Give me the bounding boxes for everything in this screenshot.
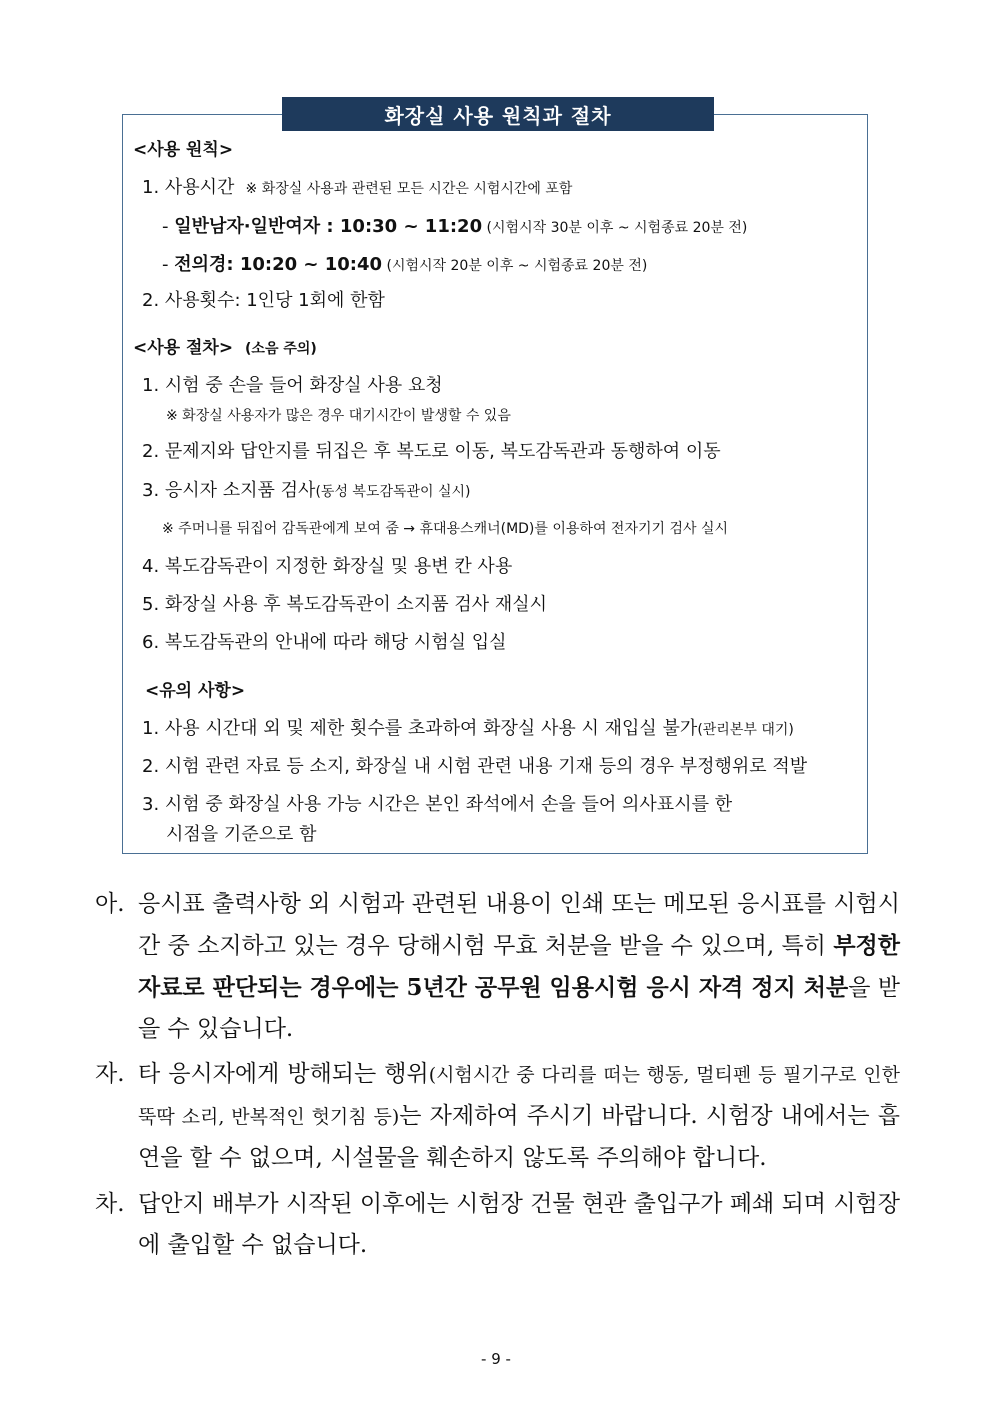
- principle-2: 2. 사용횟수: 1인당 1회에 한함: [142, 290, 385, 311]
- principle-1-label: 1. 사용시간: [142, 177, 235, 198]
- paragraph-b-examples: (시험시간 중 다리를 떠는 행동, 멀티펜 등 필기구로 인한 뚝딱 소리, 반복적인 헛기침 등): [138, 1064, 900, 1128]
- page-number: - 9 -: [481, 1350, 511, 1368]
- paragraph-a-label: 아.: [95, 891, 125, 917]
- procedure-step-1: 1. 시험 중 손을 들어 화장실 사용 요청: [142, 375, 443, 396]
- caution-3-line-2: 시점을 기준으로 함: [166, 824, 317, 845]
- principle-1: [142, 179, 572, 197]
- paragraph-b-label: 자.: [95, 1061, 125, 1087]
- paragraph-a: 아. 응시표 출력사항 외 시험과 관련된 내용이 인쇄 또는 메모된 응시표를 시험시간 중 소지하고 있는 경우 당해시험 무효 처분을 받을 수 있으며, 특히 부정한 자료로 판단되는 경우에는 5년간 공무원 임용시험 응시 자격 정지 처분을 받을 수 있습니다.: [95, 884, 900, 1050]
- caution-1-note: (관리본부 대기): [697, 722, 794, 738]
- conscript-time: 전의경: 10:20 ~ 10:40: [174, 254, 383, 275]
- procedure-step-3-note: (동성 복도감독관이 실시): [315, 484, 471, 500]
- principle-1-note: ※ 화장실 사용과 관련된 모든 시간은 시험시간에 포함: [245, 181, 573, 197]
- box-title: 화장실 사용 원칙과 절차: [282, 97, 714, 131]
- procedure-note: (소음 주의): [245, 341, 317, 357]
- caution-1: 1. 사용 시간대 외 및 제한 횟수를 초과하여 화장실 사용 시 재입실 불가(관리본부 대기): [142, 718, 794, 739]
- principle-1-conscript: - 전의경: 10:20 ~ 10:40 (시험시작 20분 이후 ~ 시험종료 20분 전): [162, 254, 648, 275]
- paragraph-c-label: 차.: [95, 1191, 125, 1217]
- procedure-step-5: 5. 화장실 사용 후 복도감독관이 소지품 검사 재실시: [142, 594, 547, 615]
- conscript-time-note: (시험시작 20분 이후 ~ 시험종료 20분 전): [382, 258, 648, 274]
- caution-2: 2. 시험 관련 자료 등 소지, 화장실 내 시험 관련 내용 기재 등의 경우 부정행위로 적발: [142, 756, 808, 777]
- procedure-step-4: 4. 복도감독관이 지정한 화장실 및 용변 칸 사용: [142, 556, 513, 577]
- principles-heading: <사용 원칙>: [133, 140, 234, 160]
- procedure-step-3: 3. 응시자 소지품 검사(동성 복도감독관이 실시): [142, 480, 471, 501]
- general-time-note: (시험시작 30분 이후 ~ 시험종료 20분 전): [482, 220, 748, 236]
- procedure-step-1-note: ※ 화장실 사용자가 많은 경우 대기시간이 발생할 수 있음: [166, 408, 511, 424]
- paragraph-a-emphasis: 부정한 자료로 판단되는 경우에는 5년간 공무원 임용시험 응시 자격 정지 처분: [138, 932, 900, 1001]
- paragraph-b: 자. 타 응시자에게 방해되는 행위(시험시간 중 다리를 떠는 행동, 멀티펜 등 필기구로 인한 뚝딱 소리, 반복적인 헛기침 등)는 자제하여 주시기 바랍니다. 시험장 내에서는 흡연을 할 수 없으며, 시설물을 훼손하지 않도록 주의해야 합니다.: [95, 1054, 900, 1179]
- procedure-step-3-sub: ※ 주머니를 뒤집어 감독관에게 보여 줌 → 휴대용스캐너(MD)를 이용하여 전자기기 검사 실시: [162, 521, 729, 537]
- procedure-step-2: 2. 문제지와 답안지를 뒤집은 후 복도로 이동, 복도감독관과 동행하여 이동: [142, 441, 721, 462]
- caution-heading: <유의 사항>: [145, 681, 246, 701]
- procedure-step-6: 6. 복도감독관의 안내에 따라 해당 시험실 입실: [142, 632, 507, 653]
- caution-3-line-1: 3. 시험 중 화장실 사용 가능 시간은 본인 좌석에서 손을 들어 의사표시를 한: [142, 794, 733, 815]
- paragraph-c: 차. 답안지 배부가 시작된 이후에는 시험장 건물 현관 출입구가 폐쇄 되며 시험장에 출입할 수 없습니다.: [95, 1184, 900, 1266]
- general-time: 일반남자·일반여자 : 10:30 ~ 11:20: [174, 216, 483, 237]
- procedure-heading: <사용 절차> (소음 주의): [133, 338, 317, 358]
- principle-1-general: - 일반남자·일반여자 : 10:30 ~ 11:20 (시험시작 30분 이후 ~ 시험종료 20분 전): [162, 216, 748, 237]
